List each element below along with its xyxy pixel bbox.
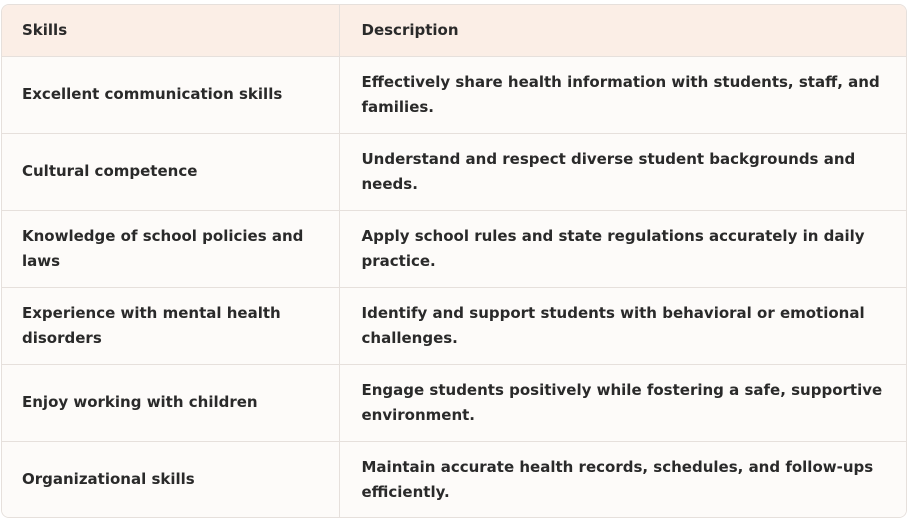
skills-table-container [1, 4, 907, 518]
column-header-skills: Skills [2, 5, 339, 56]
skill-cell: Cultural competence [2, 133, 339, 210]
description-cell: Understand and respect diverse student backgrounds and needs. [339, 133, 906, 210]
table-row [2, 287, 906, 364]
table-header [2, 5, 906, 56]
description-cell: Engage students positively while fostering a safe, supportive environment. [339, 364, 906, 441]
table-row [2, 210, 906, 287]
description-cell: Identify and support students with behavioral or emotional challenges. [339, 287, 906, 364]
description-cell: Effectively share health information with students, staff, and families. [339, 56, 906, 133]
table-body [2, 56, 906, 518]
table-row [2, 56, 906, 133]
description-cell: Apply school rules and state regulations accurately in daily practice. [339, 210, 906, 287]
table-row [2, 133, 906, 210]
header-row [2, 5, 906, 56]
skill-cell: Experience with mental health disorders [2, 287, 339, 364]
table-row [2, 364, 906, 441]
skill-cell: Enjoy working with children [2, 364, 339, 441]
skills-table [2, 5, 906, 518]
skill-cell: Knowledge of school policies and laws [2, 210, 339, 287]
table-row [2, 441, 906, 518]
description-cell: Maintain accurate health records, schedules, and follow-ups efficiently. [339, 441, 906, 518]
column-header-description: Description [339, 5, 906, 56]
skill-cell: Excellent communication skills [22, 85, 283, 103]
skill-cell: Organizational skills [2, 441, 339, 518]
